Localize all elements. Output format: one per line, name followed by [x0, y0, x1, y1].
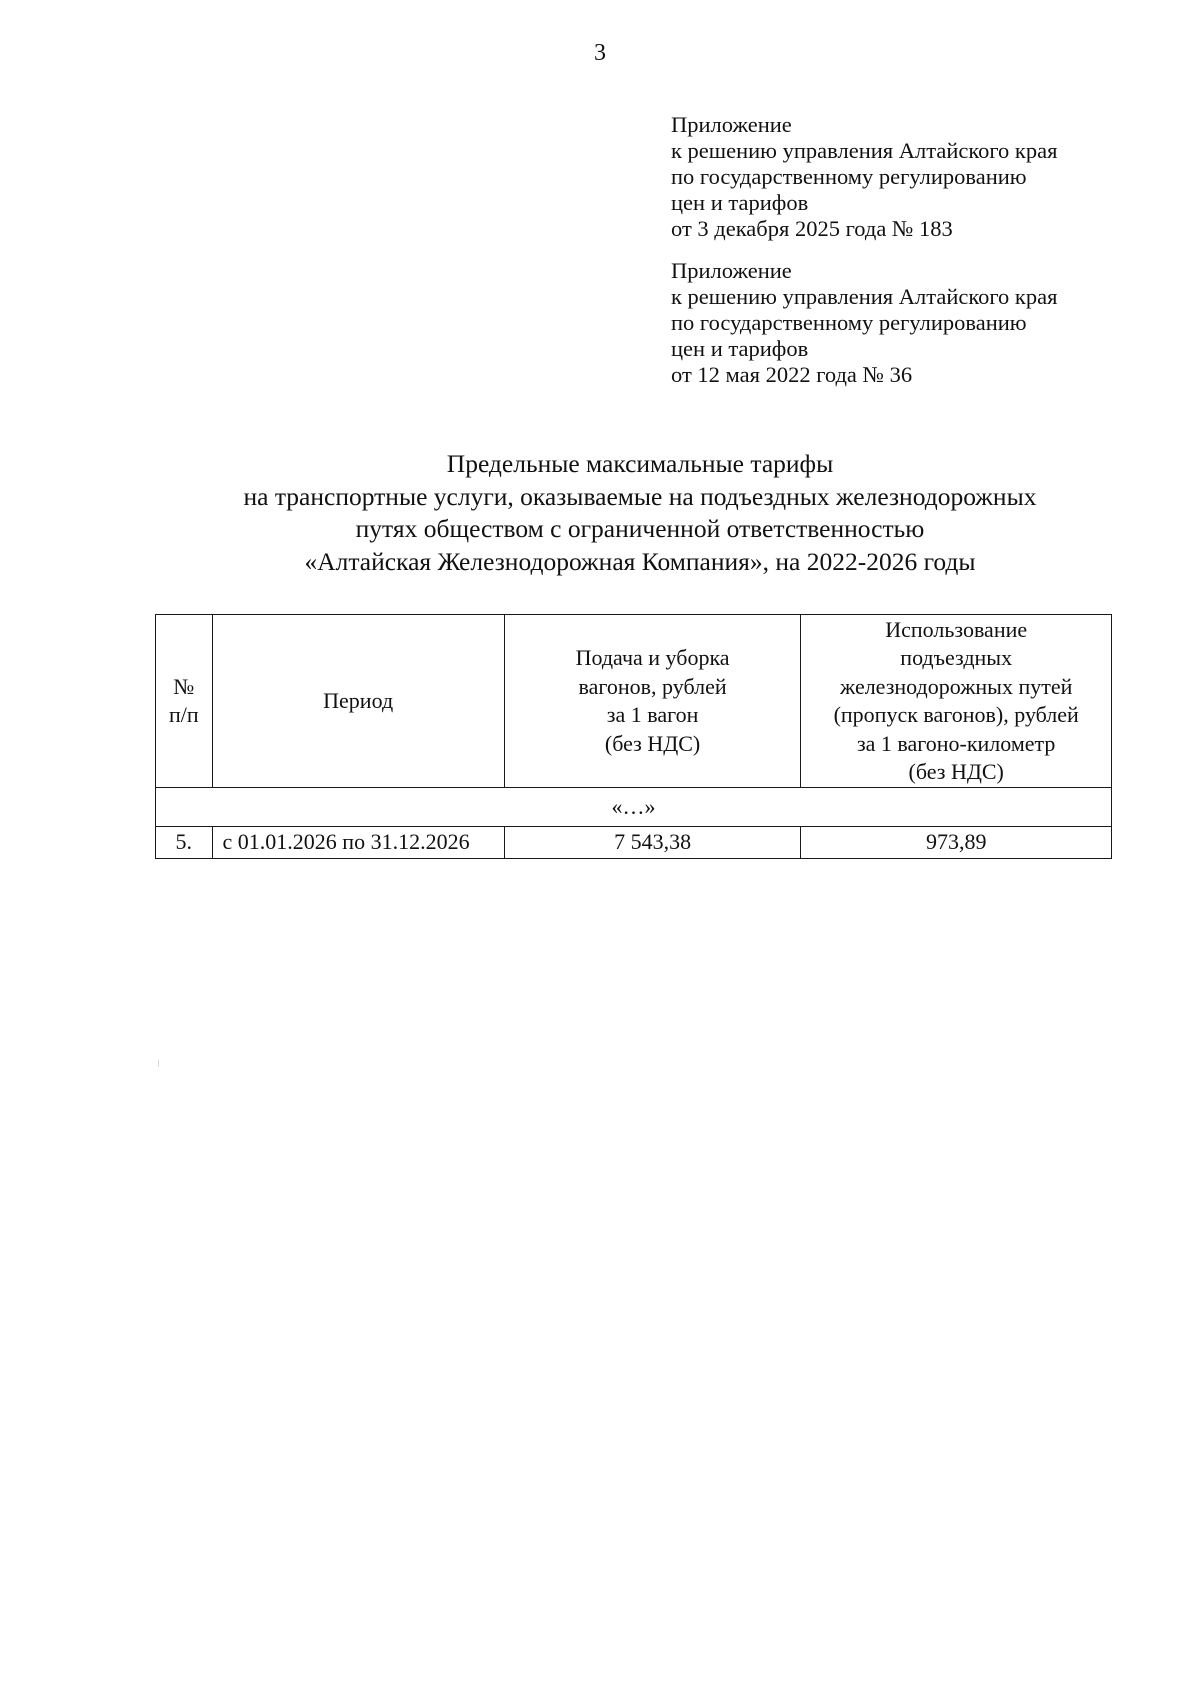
title-line: путях обществом с ограниченной ответственностью: [355, 514, 925, 543]
appendix-line: цен и тарифов: [671, 336, 809, 361]
header-usage: [801, 615, 1112, 788]
title-line: Предельные максимальные тарифы: [446, 449, 834, 478]
tariffs-table: [155, 614, 1112, 859]
row-supply-tariff: 7 543,38: [504, 827, 801, 859]
row-number: 5.: [156, 827, 213, 859]
header-line: Период: [323, 687, 394, 713]
row-usage-tariff: 973,89: [801, 827, 1112, 859]
appendix-line: от 3 декабря 2025 года № 183: [671, 216, 953, 241]
header-line: (без НДС): [908, 759, 1004, 784]
appendix-block-current: [671, 112, 1057, 242]
appendix-line: к решению управления Алтайского края: [671, 138, 1058, 163]
table-row: [156, 827, 1112, 859]
ellipsis-cell: «…»: [156, 788, 1112, 827]
appendix-line: от 12 мая 2022 года № 36: [671, 362, 913, 387]
document-title: [0, 448, 1200, 578]
appendix-line: по государственному регулированию: [671, 164, 1027, 189]
header-line: железнодорожных путей: [840, 673, 1073, 699]
header-number: [156, 615, 213, 788]
header-line: Использование: [885, 616, 1028, 642]
scan-artifact: [158, 1060, 159, 1067]
table-header-row: [156, 615, 1112, 788]
row-period: с 01.01.2026 по 31.12.2026: [212, 827, 504, 859]
header-line: (пропуск вагонов), рублей: [833, 702, 1079, 727]
appendix-line: по государственному регулированию: [671, 310, 1027, 335]
header-supply: [504, 615, 801, 788]
header-line: №: [173, 673, 195, 699]
title-line: на транспортные услуги, оказываемые на подъездных железнодорожных: [243, 481, 1037, 511]
appendix-line: цен и тарифов: [671, 190, 809, 215]
header-line: за 1 вагоно-километр: [856, 730, 1056, 756]
page-number: 3: [594, 40, 606, 66]
header-line: п/п: [168, 702, 199, 727]
ellipsis-row: [156, 788, 1112, 827]
header-line: вагонов, рублей: [578, 673, 727, 699]
title-line: «Алтайская Железнодорожная Компания», на 2022-2026 годы: [304, 546, 976, 576]
appendix-line: к решению управления Алтайского края: [671, 284, 1058, 309]
header-line: за 1 вагон: [606, 702, 699, 727]
header-line: (без НДС): [604, 730, 701, 756]
appendix-line: Приложение: [671, 112, 792, 137]
header-line: Подача и уборка: [575, 645, 730, 670]
header-line: подъездных: [900, 645, 1013, 670]
header-period: [212, 615, 504, 788]
appendix-line: Приложение: [671, 258, 792, 283]
appendix-block-original: [671, 258, 1057, 388]
